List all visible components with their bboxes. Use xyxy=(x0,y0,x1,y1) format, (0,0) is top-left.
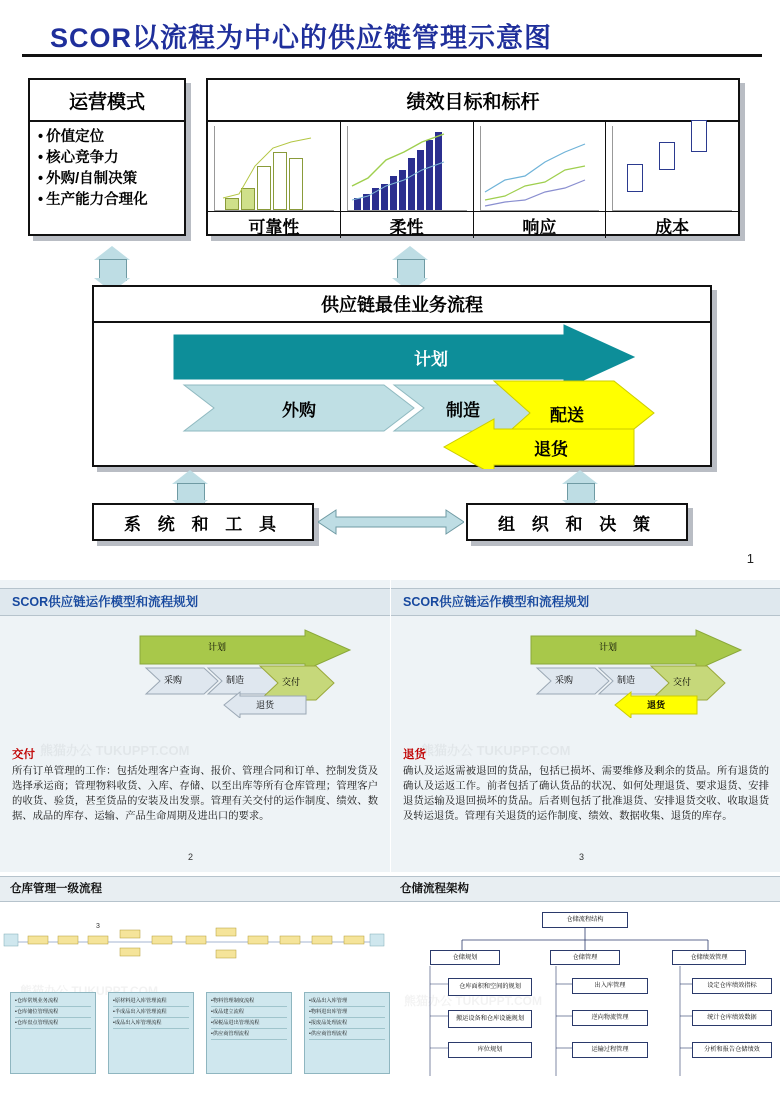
tree-leaf-3-1: 设定仓库绩效指标 xyxy=(692,978,772,994)
watermark: 熊猫办公 TUKUPPT.COM xyxy=(20,984,159,998)
slide-1-page-number: 1 xyxy=(746,551,754,566)
diagram-label-deliver: 交付 xyxy=(282,677,301,687)
reliability-chart xyxy=(214,126,334,211)
process-label-make: 制造 xyxy=(446,401,480,420)
slide-2-section-body: 所有订单管理的工作：包括处理客户查询、报价、管理合同和订单、控制发货及选择承运商；管理物料收货、入库、存储、以至出库等所有仓库管理；管理客户的收货、验货，甚至货品的安装及出发票。管理有关交付的运作制度、绩效、数据、成品的库存、运输、产品生命周期及进出口的要求。 xyxy=(12,766,378,822)
diagram-label-source: 采购 xyxy=(164,675,183,685)
perf-label-responsiveness: 响应 xyxy=(474,211,606,238)
perf-label-cost: 成本 xyxy=(606,211,738,238)
flow-item: •成品出入库管理 xyxy=(309,996,385,1007)
slide-3 xyxy=(390,580,780,872)
flow-item: •半成品出入库管理流程 xyxy=(113,1007,189,1018)
watermark: 熊猫办公 TUKUPPT.COM xyxy=(404,994,543,1008)
diagram-label-deliver: 交付 xyxy=(673,677,692,687)
watermark: 熊猫办公 TUKUPPT.COM xyxy=(40,743,190,758)
tree-leaf-2-2: 逆向物流管理 xyxy=(572,1010,648,1026)
tree-leaf-1-1: 仓库面积和空间的规划 xyxy=(448,978,532,996)
cost-chart xyxy=(612,126,732,211)
svg-text:3: 3 xyxy=(96,923,100,930)
watermark: 熊猫办公 TUKUPPT.COM xyxy=(421,743,571,758)
list-item: • 外购/自制决策 xyxy=(38,169,180,190)
tree-leaf-2-1: 出入库管理 xyxy=(572,978,648,994)
perf-cell-cost xyxy=(606,122,738,238)
flow-item: •仓库常规业务流程 xyxy=(15,996,91,1007)
flow-column-2 xyxy=(108,992,194,1074)
tree-leaf-3-3: 分析和报告仓储绩效 xyxy=(692,1042,772,1058)
diagram-label-plan: 计划 xyxy=(599,642,618,652)
flow-column-3 xyxy=(206,992,292,1074)
tree-root: 仓储流程结构 xyxy=(542,912,628,928)
process-arrows xyxy=(94,323,710,469)
tree-level2-1: 仓储规划 xyxy=(430,950,500,965)
systems-tools-box: 系 统 和 工 具 xyxy=(92,503,314,541)
process-label-deliver: 配送 xyxy=(550,406,584,425)
flow-item: •报废品处理流程 xyxy=(309,1018,385,1029)
slide-2-scor-diagram xyxy=(120,628,370,723)
process-label-source: 外购 xyxy=(282,401,316,420)
slide-3-title: SCOR供应链运作模型和流程规划 xyxy=(403,595,590,609)
diagram-label-plan: 计划 xyxy=(208,642,227,652)
perf-cell-responsiveness xyxy=(474,122,607,238)
slide-2 xyxy=(0,580,390,872)
slide-5 xyxy=(390,872,780,1102)
process-box-header: 供应链最佳业务流程 xyxy=(94,287,710,323)
flow-column-4 xyxy=(304,992,390,1074)
flexibility-chart xyxy=(347,126,467,211)
perf-cell-flexibility xyxy=(341,122,474,238)
tree-leaf-2-3: 运输过程管理 xyxy=(572,1042,648,1058)
operating-model-header: 运营模式 xyxy=(30,80,184,122)
diagram-label-source: 采购 xyxy=(555,675,574,685)
diagram-label-make: 制造 xyxy=(617,675,636,685)
slide-4 xyxy=(0,872,390,1102)
flow-item: •仓库储位管理流程 xyxy=(15,1007,91,1018)
flow-item: •物料管理制度流程 xyxy=(211,996,287,1007)
slide-2-section-title: 交付 xyxy=(12,749,35,761)
list-item: • 生产能力合理化 xyxy=(38,190,180,211)
flow-item: •仓库盘点管理流程 xyxy=(15,1018,91,1029)
page-title: SCOR以流程为中心的供应链管理示意图 xyxy=(50,23,553,53)
list-item: • 核心竞争力 xyxy=(38,148,180,169)
operating-model-list xyxy=(30,122,184,211)
tree-leaf-1-3: 库位规划 xyxy=(448,1042,532,1058)
slide-2-page-number: 2 xyxy=(188,852,194,862)
flow-item: •供应商管理流程 xyxy=(309,1029,385,1040)
tree-level2-2: 仓储管理 xyxy=(550,950,620,965)
diagram-label-make: 制造 xyxy=(226,675,245,685)
perf-cell-reliability xyxy=(208,122,341,238)
tree-leaf-1-2: 搬运设备和仓库设施规划 xyxy=(448,1010,532,1028)
list-item: • 价值定位 xyxy=(38,127,180,148)
slides-4-5-row xyxy=(0,872,780,1102)
flow-item: •成品出入库管理流程 xyxy=(113,1018,189,1029)
best-practice-process-box xyxy=(92,285,712,467)
slide-2-title: SCOR供应链运作模型和流程规划 xyxy=(12,595,199,609)
slide-5-title: 仓储流程架构 xyxy=(400,883,469,895)
process-label-return: 退货 xyxy=(534,440,568,459)
tree-leaf-3-2: 统计仓库绩效数据 xyxy=(692,1010,772,1026)
slide-3-page-number: 3 xyxy=(579,852,585,862)
flow-item: •成品建立流程 xyxy=(211,1007,287,1018)
responsiveness-chart xyxy=(480,126,600,211)
slide-4-title: 仓库管理一级流程 xyxy=(10,883,102,895)
diagram-label-return: 退货 xyxy=(647,700,666,710)
flow-item: •保税品进出管理流程 xyxy=(211,1018,287,1029)
flow-column-1 xyxy=(10,992,96,1074)
diagram-label-return: 退货 xyxy=(256,700,275,710)
slide-3-section-body: 确认及运返需被退回的货品，包括已损坏、需要维修及剩余的货品。所有退货的确认及运返工作。前者包括了确认货品的状况、如何处理退货、要求退货、安排退货运输及退回损坏的货品。后者则包括了批准退货、安排退货交收、收取退货及转运退货。管理有关退货的运作制度、绩效、数据收集、退货的库存。 xyxy=(403,766,769,822)
slide-3-section-title: 退货 xyxy=(403,749,426,761)
tree-level2-3: 仓储绩效管理 xyxy=(672,950,746,965)
slide-3-scor-diagram xyxy=(511,628,761,723)
perf-label-flexibility: 柔性 xyxy=(341,211,473,238)
performance-charts xyxy=(208,122,738,238)
performance-header: 绩效目标和标杆 xyxy=(208,80,738,122)
operating-model-box xyxy=(28,78,186,236)
arrow-systems-organization xyxy=(318,508,464,541)
process-label-plan: 计划 xyxy=(414,350,448,369)
flow-item: •供应商管理流程 xyxy=(211,1029,287,1040)
flow-item: •物料进出库管理 xyxy=(309,1007,385,1018)
organization-decision-box: 组 织 和 决 策 xyxy=(466,503,688,541)
flow-item: •原材料进入库管理流程 xyxy=(113,996,189,1007)
perf-label-reliability: 可靠性 xyxy=(208,211,340,238)
slides-2-3-row xyxy=(0,580,780,872)
performance-box xyxy=(206,78,740,236)
